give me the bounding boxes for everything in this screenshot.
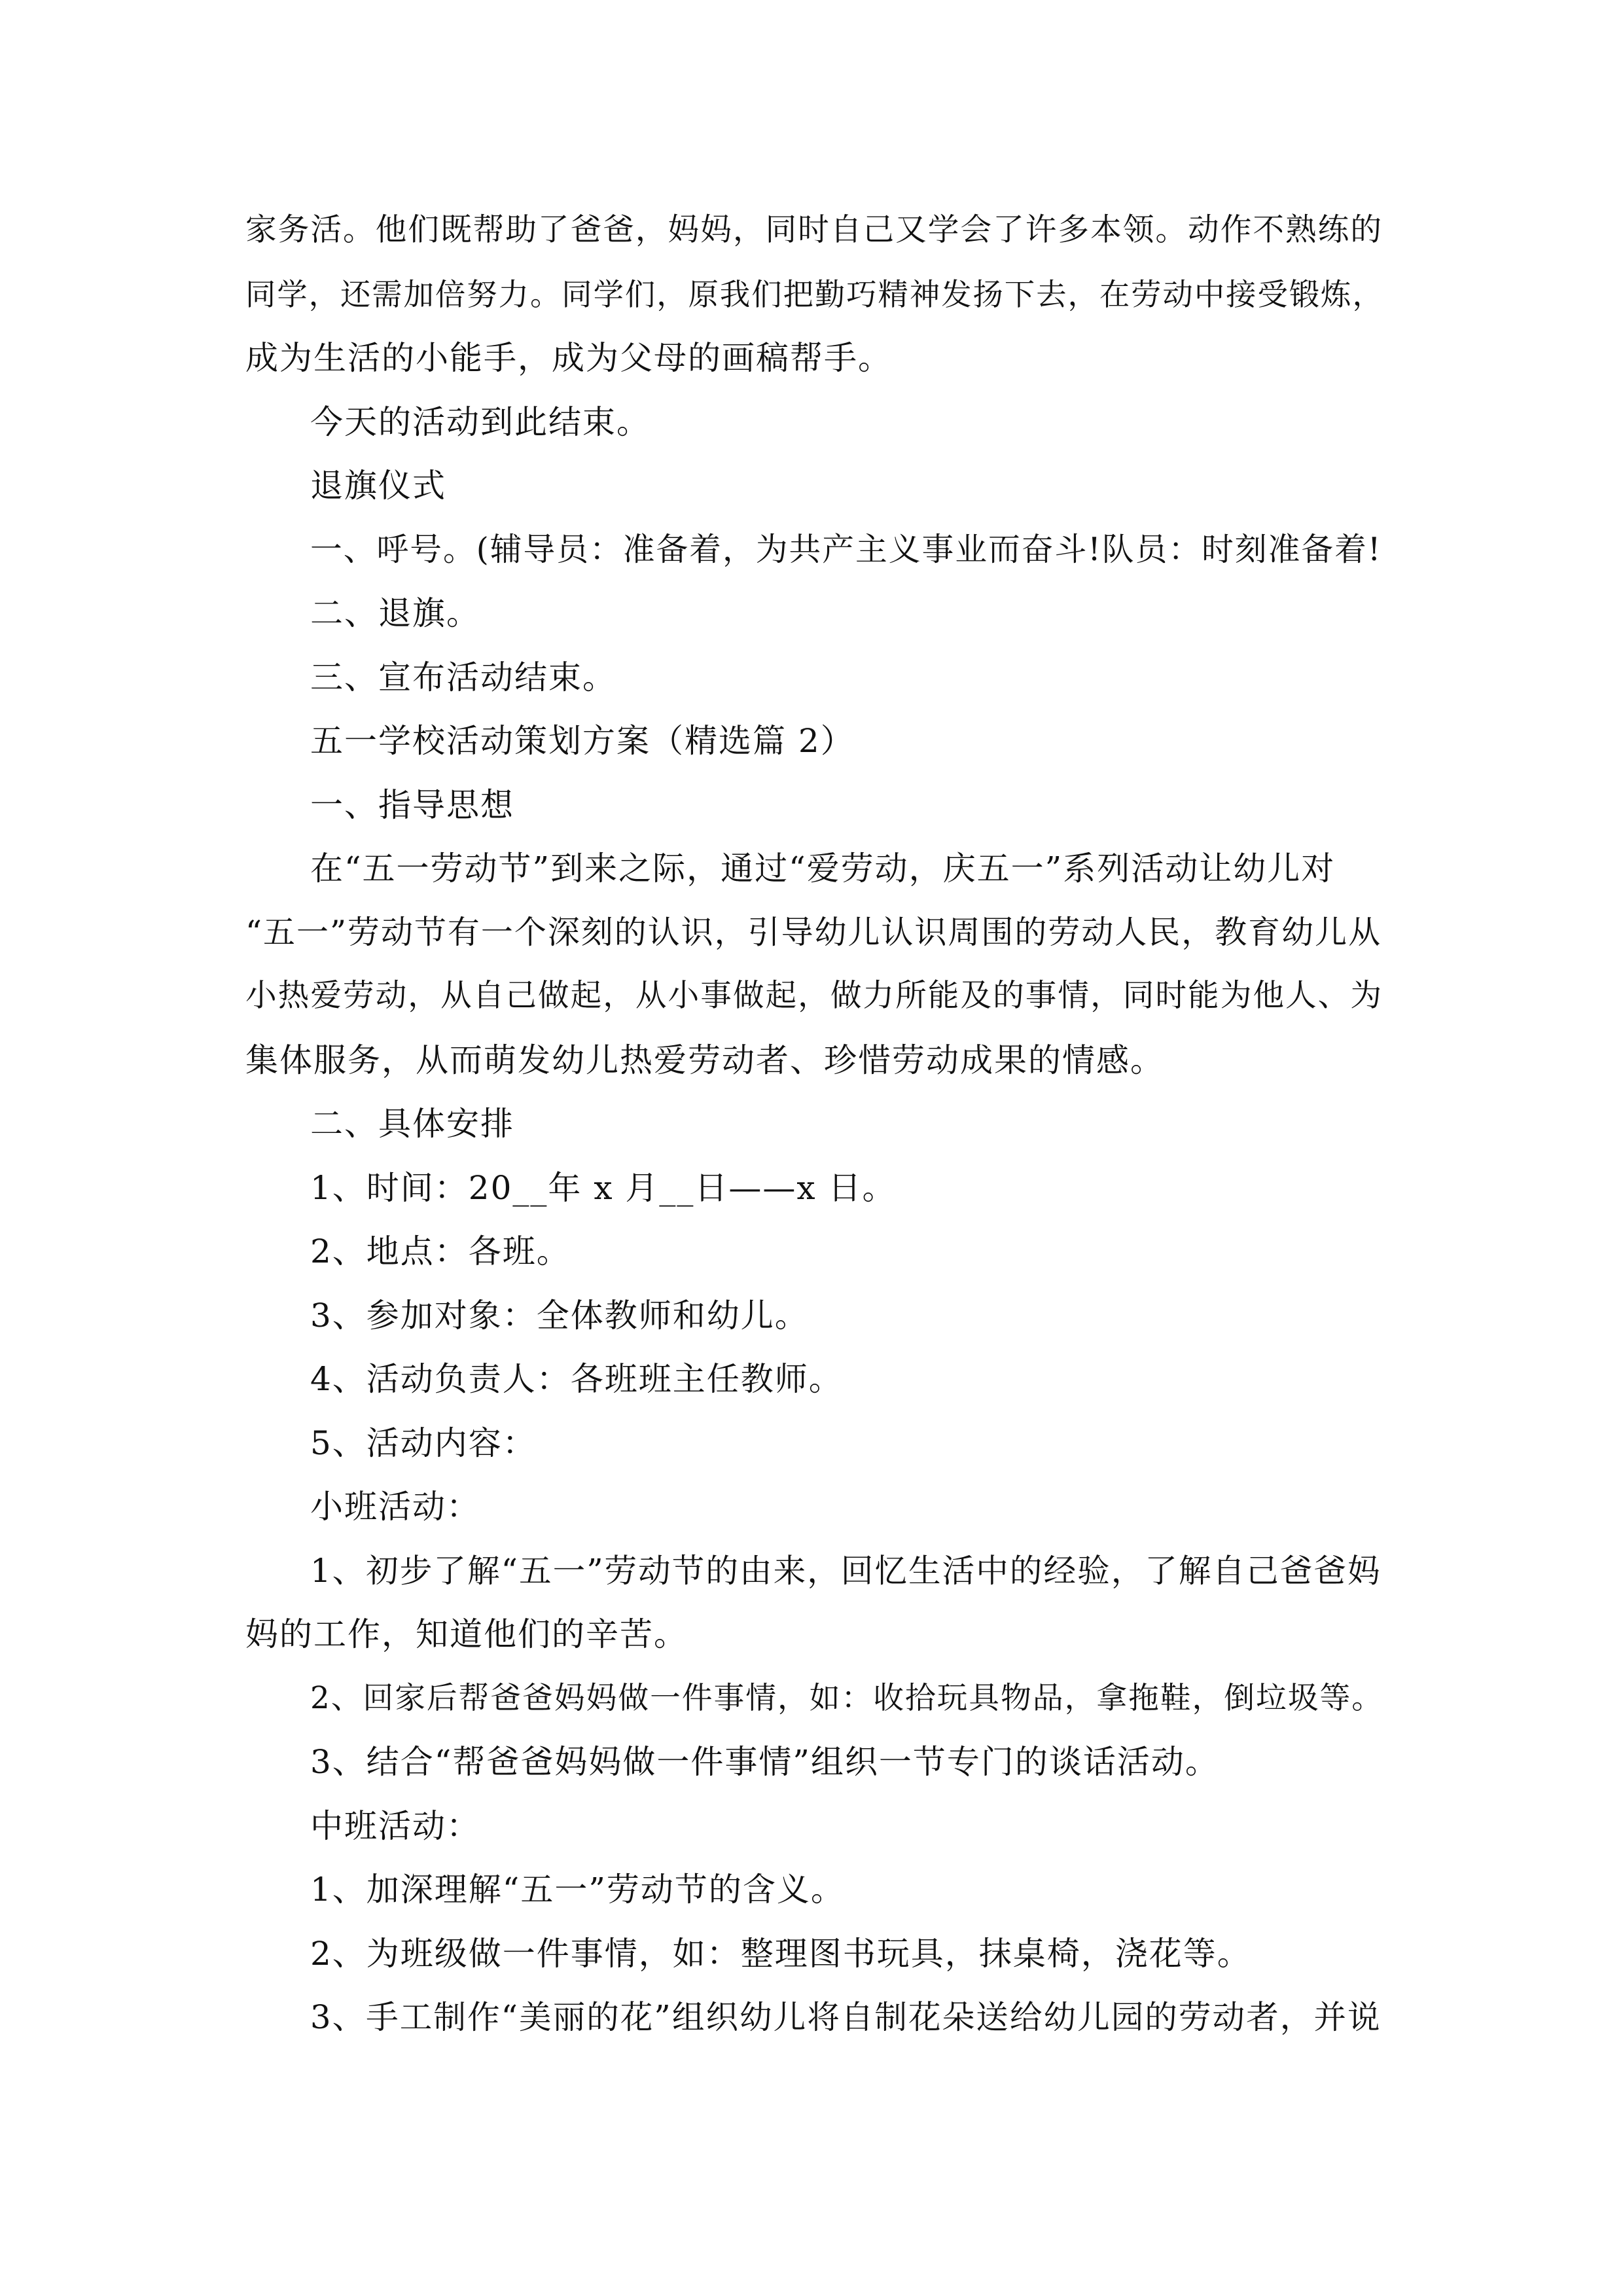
text-line: 家务活。他们既帮助了爸爸，妈妈，同时自己又学会了许多本领。动作不熟练的 <box>245 212 1383 248</box>
text-line: 同学，还需加倍努力。同学们，原我们把勤巧精神发扬下去，在劳动中接受锻炼， <box>245 277 1384 312</box>
text-line: 3、手工制作“美丽的花”组织幼儿将自制花朵送给幼儿园的劳动者，并说 <box>310 1998 1382 2036</box>
text-line: 2、为班级做一件事情，如：整理图书玩具，抹桌椅，浇花等。 <box>310 1935 1251 1973</box>
text-line: 2、回家后帮爸爸妈妈做一件事情，如：收拾玩具物品，拿拖鞋，倒垃圾等。 <box>310 1681 1383 1716</box>
text-line: 5、活动内容： <box>310 1424 537 1462</box>
text-line: 成为生活的小能手，成为父母的画稿帮手。 <box>245 339 892 377</box>
text-line: 一、呼号。(辅导员：准备着，为共产主义事业而奋斗!队员：时刻准备着! <box>310 531 1382 568</box>
text-line: 集体服务，从而萌发幼儿热爱劳动者、珍惜劳动成果的情感。 <box>245 1041 1164 1079</box>
text-line: 在“五一劳动节”到来之际，通过“爱劳动，庆五一”系列活动让幼儿对 <box>310 850 1336 888</box>
text-line: 1、时间：20__年 x 月__日——x 日。 <box>310 1169 897 1207</box>
sub-heading: 中班活动： <box>310 1807 480 1845</box>
text-line: 妈的工作，知道他们的辛苦。 <box>245 1615 688 1653</box>
text-line: 3、结合“帮爸爸妈妈做一件事情”组织一节专门的谈话活动。 <box>310 1743 1219 1781</box>
text-line: 小热爱劳动，从自己做起，从小事做起，做力所能及的事情，同时能为他人、为 <box>245 978 1383 1014</box>
section-heading: 五一学校活动策划方案（精选篇 2） <box>310 722 855 760</box>
sub-heading: 小班活动： <box>310 1488 480 1526</box>
text-line: “五一”劳动节有一个深刻的认识，引导幼儿认识周围的劳动人民，教育幼儿从 <box>245 914 1382 951</box>
text-line: 3、参加对象：全体教师和幼儿。 <box>310 1297 809 1335</box>
text-line: 2、地点：各班。 <box>310 1232 571 1270</box>
text-line: 1、初步了解“五一”劳动节的由来，回忆生活中的经验，了解自己爸爸妈 <box>310 1552 1382 1590</box>
text-line: 1、加深理解“五一”劳动节的含义。 <box>310 1871 845 1909</box>
section-heading: 二、具体安排 <box>310 1105 514 1143</box>
section-heading: 一、指导思想 <box>310 786 514 824</box>
text-line: 4、活动负责人：各班班主任教师。 <box>310 1360 843 1398</box>
text-line: 今天的活动到此结束。 <box>310 403 651 441</box>
text-line: 三、宣布活动结束。 <box>310 658 616 696</box>
text-line: 二、退旗。 <box>310 594 480 632</box>
section-heading: 退旗仪式 <box>310 467 446 505</box>
